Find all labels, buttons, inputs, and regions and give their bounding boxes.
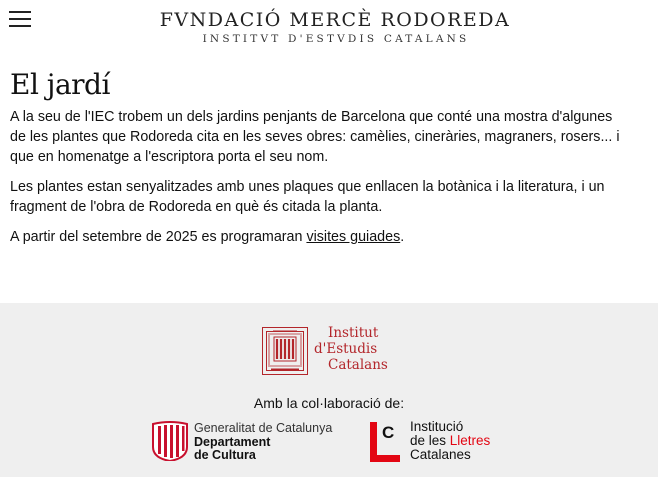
gencat-logo[interactable] [152,420,342,462]
iec-logo-text [314,325,388,373]
paragraph-visits [10,227,620,247]
paragraph-visits-suffix: . [400,229,405,245]
iec-line-2: d'Estudis [314,341,378,357]
gencat-line-2: Departament [194,434,271,449]
collaboration-label: Amb la col·laboració de: [253,395,405,411]
paragraph-intro: A la seu de l'IEC trobem un dels jardins penjants de Barcelona que conté una mostra d'algunes de les plantes que Rodoreda cita en les seves obres: camèlies, cineràries, magraners, rosers... i que en homenatge a l'escriptora porta el seu nom. [10,109,620,165]
ill-line-2a: de les [410,433,450,448]
main-content [10,68,620,257]
ill-line-2 [410,434,490,448]
svg-text:C: C [382,423,395,442]
gencat-text [194,422,332,463]
brand-title[interactable]: FVNDACIÓ MERCÈ RODOREDA [159,9,511,31]
gencat-line-1: Generalitat de Catalunya [194,421,333,435]
gencat-line-3: de Cultura [194,448,256,462]
ill-logo[interactable] [370,420,520,464]
iec-logo[interactable] [262,327,402,377]
site-header [0,0,658,54]
visites-guiades-link[interactable]: visites guiades [306,229,401,245]
site-brand[interactable] [0,8,658,46]
iec-line-3: Catalans [328,357,388,373]
page-title: El jardí [10,68,110,101]
ill-line-3: Catalanes [410,447,471,462]
paragraph-visits-prefix: A partir del setembre de 2025 es programaran [10,229,307,245]
gencat-flag-icon [152,421,188,461]
ill-line-1: Institució [410,419,464,434]
iec-seal-icon [262,327,308,375]
ill-text [410,420,490,462]
site-footer [0,303,658,477]
iec-line-1: Institut [328,325,379,341]
ill-line-2b: Lletres [449,433,491,448]
brand-subtitle: INSTITVT D'ESTVDIS CATALANS [202,33,470,45]
paragraph-plants: Les plantes estan senyalitzades amb unes plaques que enllacen la botànica i la literatura, i un fragment de l'obra de Rodoreda en què és citada la planta. [10,179,605,215]
ill-mark-icon [370,422,400,462]
